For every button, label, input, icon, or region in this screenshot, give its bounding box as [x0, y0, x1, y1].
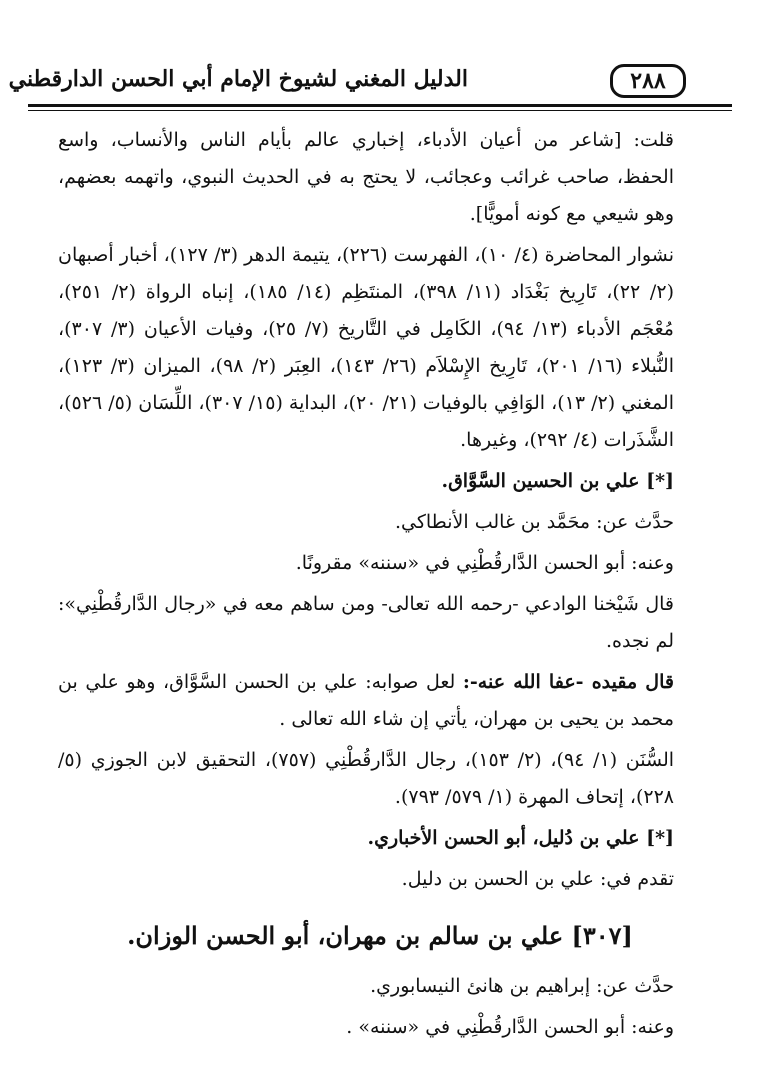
entry-narrated-from: حدَّث عن: إبراهيم بن هانئ النيسابوري.: [370, 975, 674, 997]
running-title: الدليل المغني لشيوخ الإمام أبي الحسن الدارقطني: [8, 66, 468, 92]
narrator-heading: [*] علي بن الحسين السَّوَّاق.: [441, 470, 674, 492]
entry-narrated-by: وعنه: أبو الحسن الدَّارقُطْنِي في «سننه» .: [346, 1016, 674, 1038]
header-rule-thin: [28, 110, 732, 111]
page-header: [8, 62, 732, 108]
editor-note-lead: قال مقيده -عفا الله عنه-:: [462, 671, 674, 693]
header-rule: [28, 104, 732, 107]
paragraph-sources: نشوار المحاضرة (٤/ ١٠)، الفهرست (٢٢٦)، يتيمة الدهر (٣/ ١٢٧)، أخبار أصبهان (٢/ ٢٢)، تَارِيخ بَغْدَاد (١١/ ٣٩٨)، المنتَظِم (١٤/ ١٨٥)، إنباه الرواة (٢/ ٢٥١)، مُعْجَم الأدباء (١٣/ ٩٤)، الكَامِل في التَّاريخ (٧/ ٢٥)، وفيات الأعيان (٣/ ٣٠٧)، النُّبلاء (١٦/ ٢٠١)، تَارِيخ الإِسْلاَم (٢٦/ ١٤٣)، العِبَر (٢/ ٩٨)، الميزان (٣/ ١٢٣)، المغني (٢/ ١٣)، الوَافِي بالوفيات (٢١/ ٢٠)، البداية (١٥/ ٣٠٧)، اللِّسَان (٥/ ٥٢٦)، الشَّذَرات (٤/ ٢٩٢)، وغيرها.: [58, 244, 674, 451]
entry-heading: [٣٠٧] علي بن سالم بن مهران، أبو الحسن الوزان.: [127, 921, 633, 950]
page-body: [58, 122, 702, 1050]
paragraph-editor-note: [58, 664, 702, 738]
paragraph-sources-2: السُّنَن (١/ ٩٤)، (٢/ ١٥٣)، رجال الدَّارقُطْنِي (٧٥٧)، التحقيق لابن الجوزي (٥/ ٢٢٨)، إتحاف المهرة (١/ ٥٧٩/ ٧٩٣).: [58, 749, 675, 808]
page-number: [610, 64, 686, 98]
paragraph-wadii-note: قال شَيْخنا الوادعي -رحمه الله تعالى- ومن ساهم معه في «رجال الدَّارقُطْنِي»: لم نجده.: [58, 593, 674, 652]
page-number-text: ٢٨٨: [630, 68, 666, 94]
narrator-heading-2: [*] علي بن دُليل، أبو الحسن الأخباري.: [367, 827, 674, 849]
paragraph-narrated-by: وعنه: أبو الحسن الدَّارقُطْنِي في «سننه» مقرونًا.: [295, 552, 674, 574]
paragraph-biography-note: قلت: [شاعر من أعيان الأدباء، إخباري عالم بأيام الناس والأنساب، واسع الحفظ، صاحب غرائب وعجائب، لا يحتج به في الحديث النبوي، واتهمه بعضهم، وهو شيعي مع كونه أمويًّا].: [58, 129, 674, 225]
paragraph-cross-reference: تقدم في: علي بن الحسن بن دليل.: [401, 868, 674, 890]
paragraph-narrated-from: حدَّث عن: محَمَّد بن غالب الأنطاكي.: [394, 511, 674, 533]
editor-note-text: لعل صوابه: علي بن الحسن السَّوَّاق، وهو علي بن محمد بن يحيى بن مهران، يأتي إن شاء الله تعالى .: [58, 671, 674, 730]
